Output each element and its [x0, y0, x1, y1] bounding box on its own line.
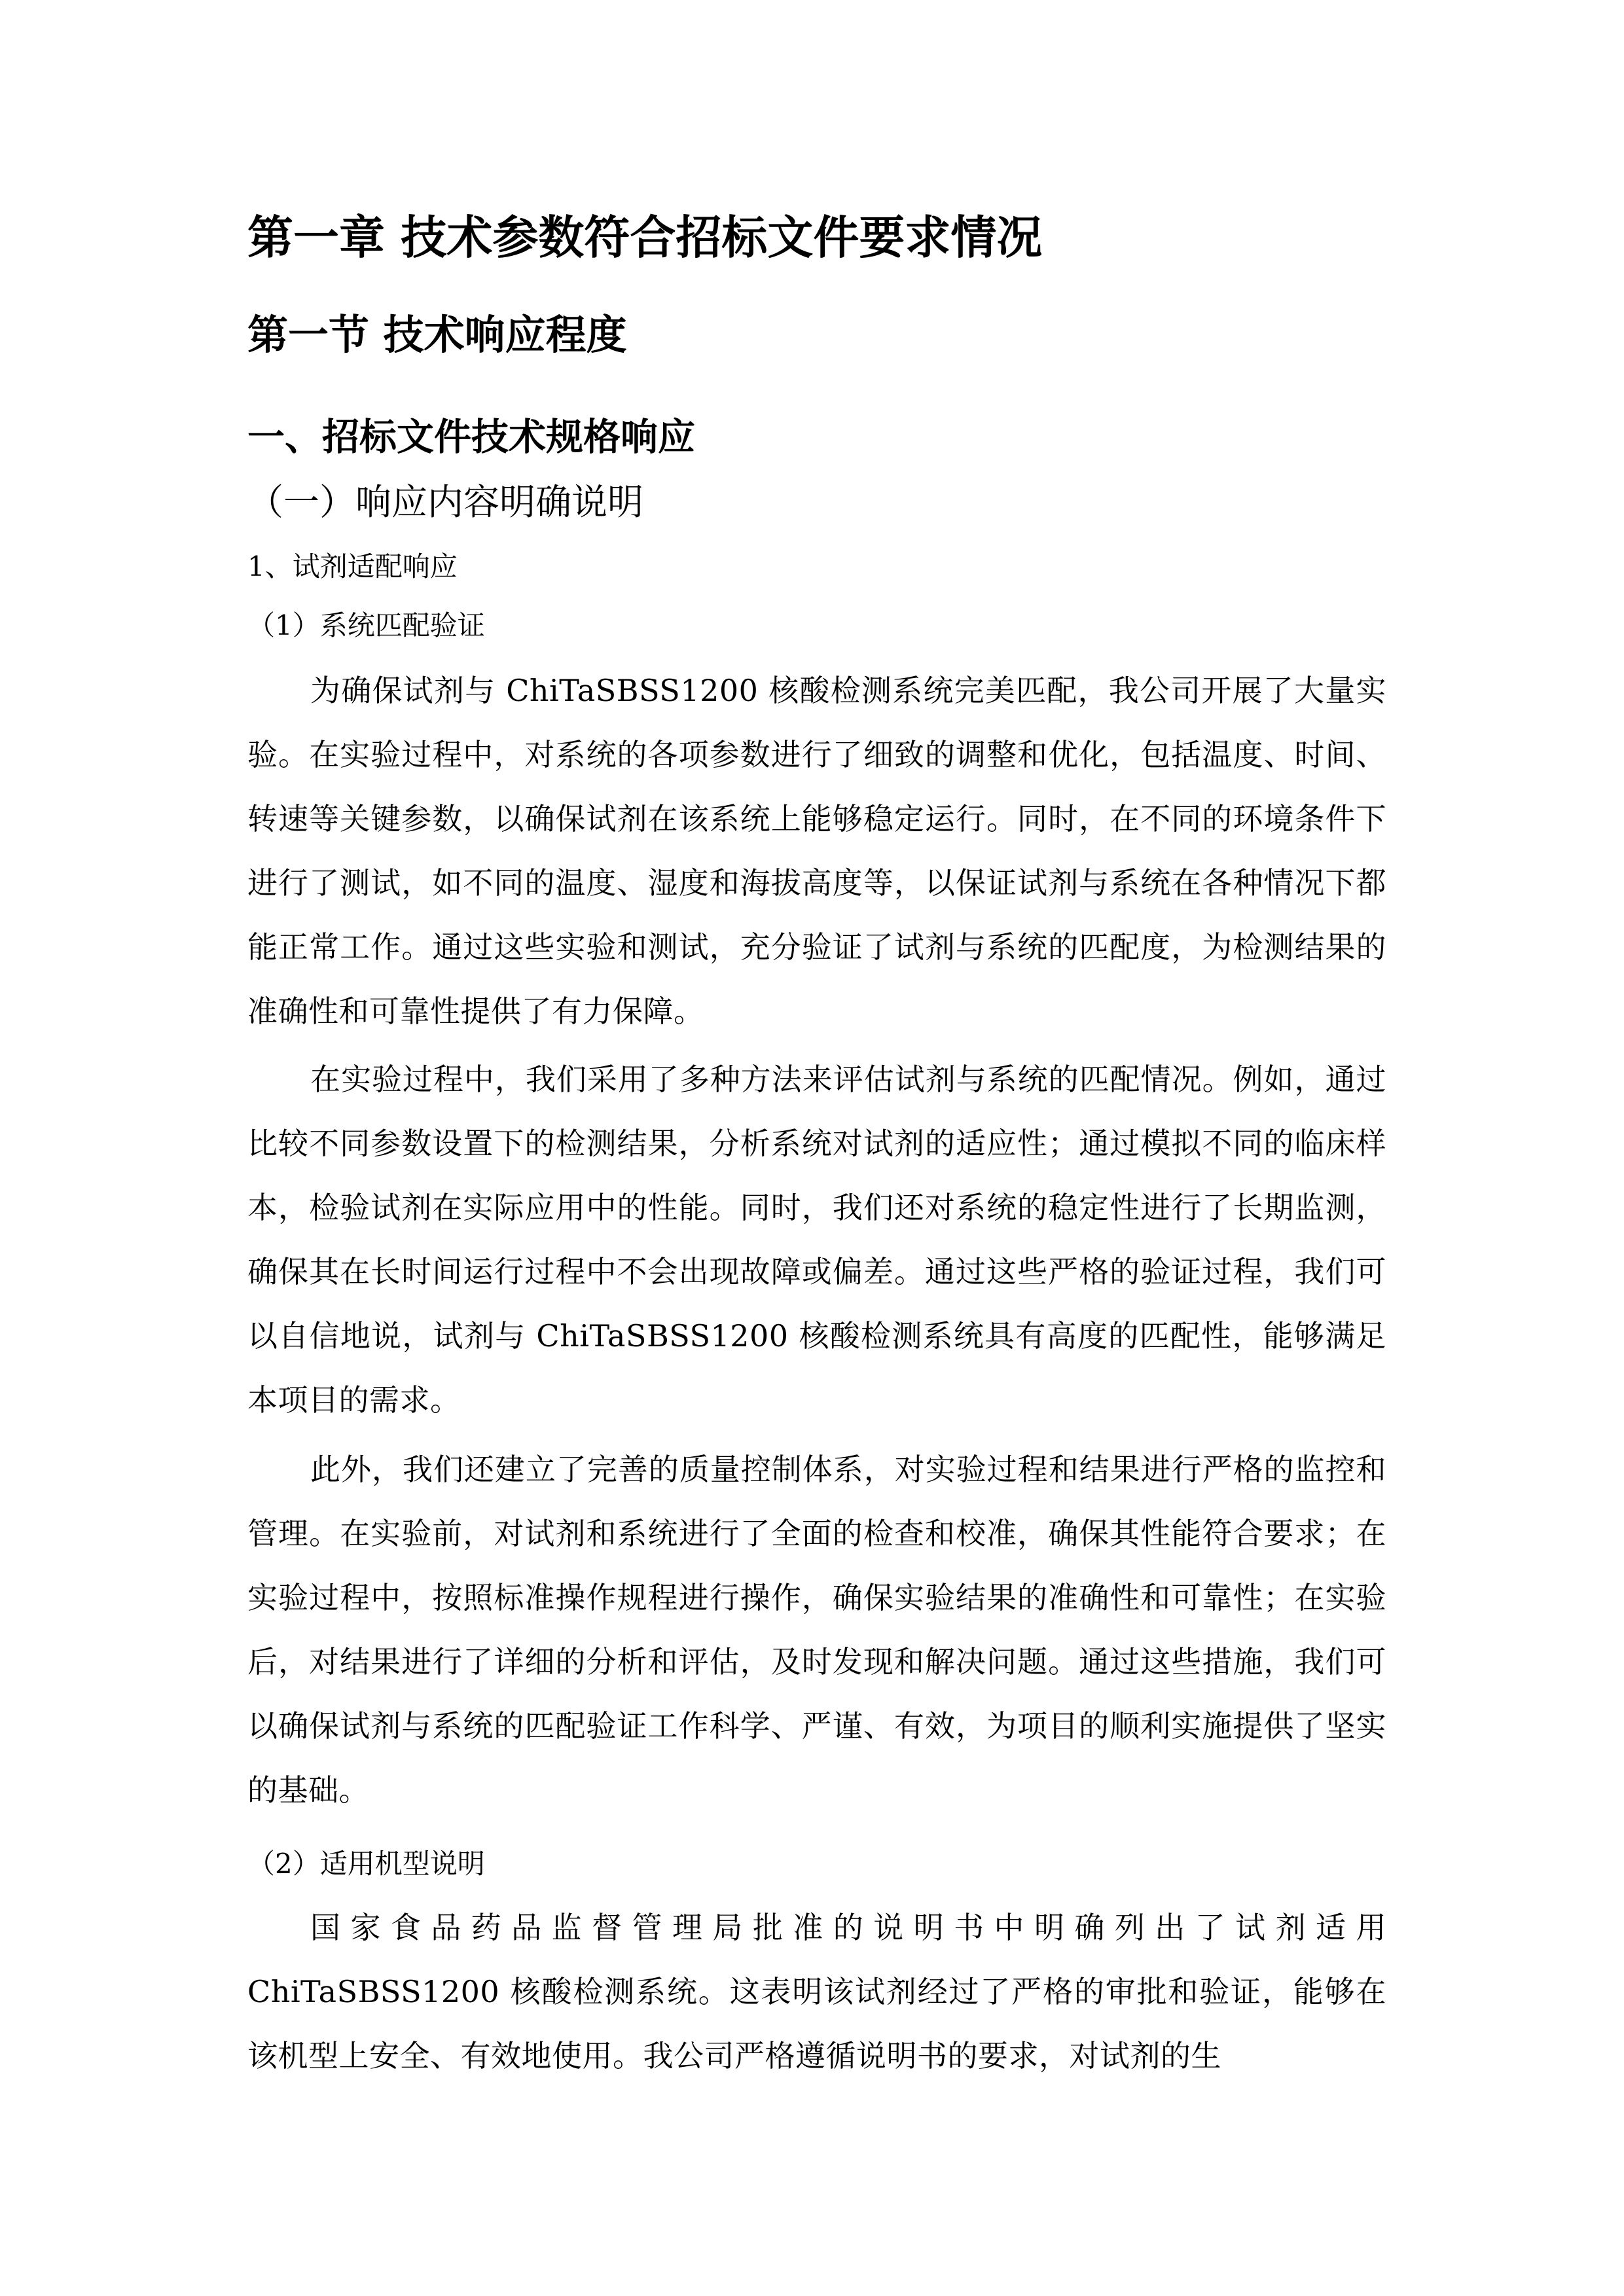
body-paragraph: 国家食品药品监督管理局批准的说明书中明确列出了试剂适用 ChiTaSBSS1200 核酸检测系统。这表明该试剂经过了严格的审批和验证，能够在该机型上安全、有效地使用。我公司严格遵循说明书的要求，对试剂的生 — [247, 1910, 1386, 2073]
subitem-title: 1、试剂适配响应 — [247, 550, 458, 583]
section-title: 第一节 技术响应程度 — [247, 311, 627, 359]
point1-title: （1）系统匹配验证 — [247, 609, 485, 641]
point2-title: （2）适用机型说明 — [247, 1848, 485, 1880]
subsection-title: 一、招标文件技术规格响应 — [247, 416, 695, 459]
item-title: （一）响应内容明确说明 — [247, 481, 644, 523]
body-paragraph: 此外，我们还建立了完善的质量控制体系，对实验过程和结果进行严格的监控和管理。在实验前，对试剂和系统进行了全面的检查和校准，确保其性能符合要求；在实验过程中，按照标准操作规程进行操作，确保实验结果的准确性和可靠性；在实验后，对结果进行了详细的分析和评估，及时发现和解决问题。通过这些措施，我们可以确保试剂与系统的匹配验证工作科学、严谨、有效，为项目的顺利实施提供了坚实的基础。 — [247, 1452, 1386, 1808]
body-paragraph: 为确保试剂与 ChiTaSBSS1200 核酸检测系统完美匹配，我公司开展了大量实验。在实验过程中，对系统的各项参数进行了细致的调整和优化，包括温度、时间、转速等关键参数，以确保试剂在该系统上能够稳定运行。同时，在不同的环境条件下进行了测试，如不同的温度、湿度和海拔高度等，以保证试剂与系统在各种情况下都能正常工作。通过这些实验和测试，充分验证了试剂与系统的匹配度，为检测结果的准确性和可靠性提供了有力保障。 — [247, 673, 1386, 1029]
body-paragraph: 在实验过程中，我们采用了多种方法来评估试剂与系统的匹配情况。例如，通过比较不同参数设置下的检测结果，分析系统对试剂的适应性；通过模拟不同的临床样本，检验试剂在实际应用中的性能。同时，我们还对系统的稳定性进行了长期监测，确保其在长时间运行过程中不会出现故障或偏差。通过这些严格的验证过程，我们可以自信地说，试剂与 ChiTaSBSS1200 核酸检测系统具有高度的匹配性，能够满足本项目的需求。 — [247, 1062, 1386, 1418]
chapter-title: 第一章 技术参数符合招标文件要求情况 — [247, 211, 1043, 264]
